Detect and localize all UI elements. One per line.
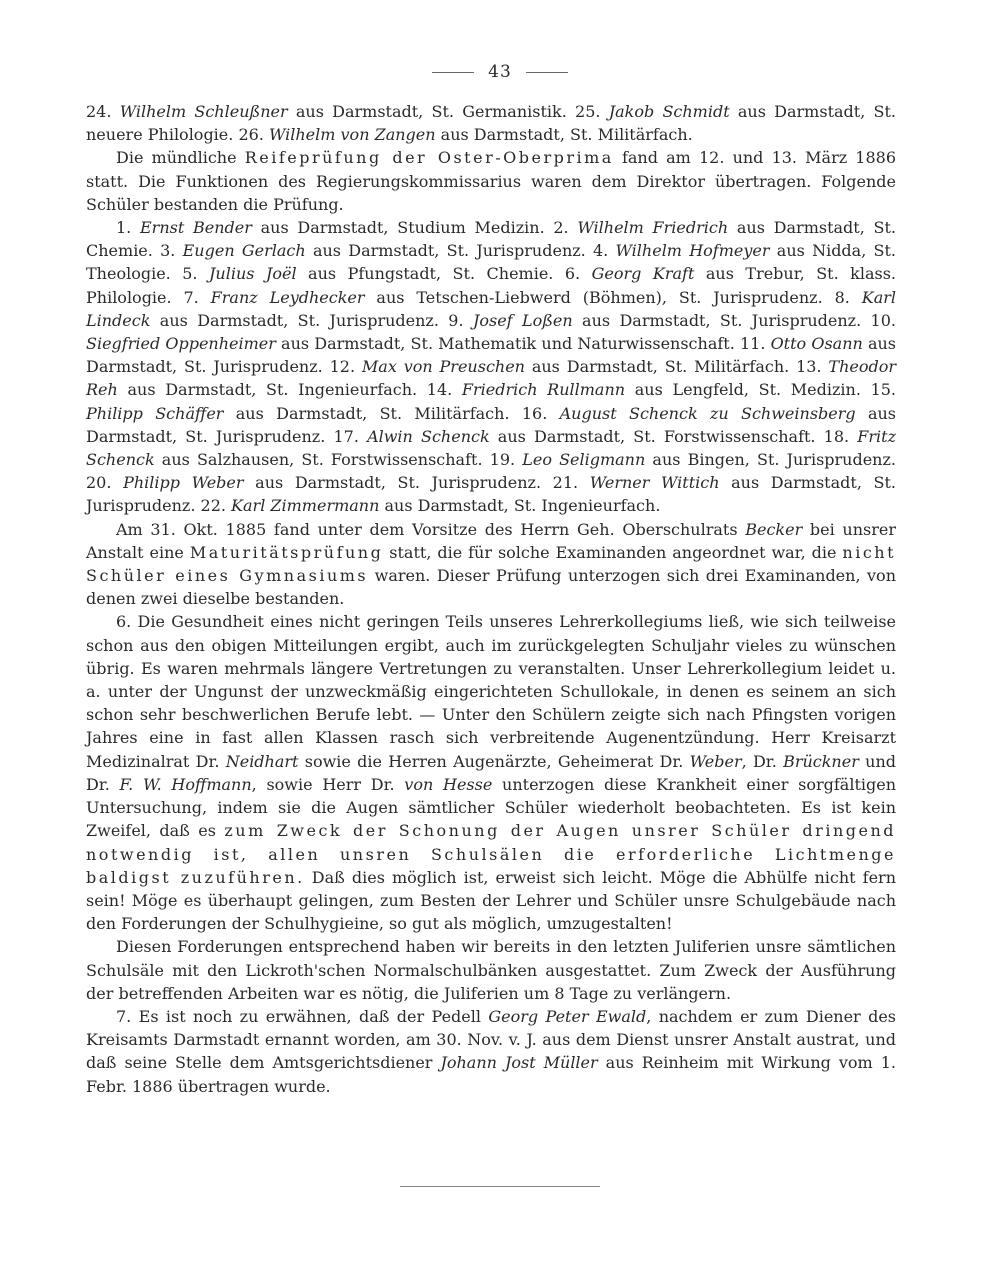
page-number: 43 xyxy=(488,62,512,82)
body-text xyxy=(86,100,896,1098)
page-header xyxy=(0,62,1000,82)
person-name: Karl Zimmermann xyxy=(231,496,380,516)
person-name: Leo Seligmann xyxy=(522,450,646,470)
person-name: Ernst Bender xyxy=(140,218,252,238)
person-name: Julius Joël xyxy=(208,264,297,284)
person-name: Becker xyxy=(745,519,803,539)
person-name: Philipp Weber xyxy=(123,473,244,493)
person-name: Wilhelm Hofmeyer xyxy=(615,241,770,261)
person-name: Franz Leydhecker xyxy=(210,287,365,307)
person-name: Fritz Schenck xyxy=(86,426,896,470)
spaced-emphasis: zum Zweck der Schonung der Augen unsrer Schüler dringend notwendig ist, allen unsren Schulsälen die erforderliche Lichtmenge baldigst zuzuführen. xyxy=(86,821,897,887)
spaced-emphasis: Reifeprüfung der Oster-Oberprima xyxy=(244,148,614,168)
person-name: Georg Peter Ewald xyxy=(488,1006,647,1026)
paragraph-staff-change: 7. Es ist noch zu erwähnen, daß der Pedell Georg Peter Ewald, nachdem er zum Diener des Kreisamts Darmstadt ernannt worden, am 30. Nov. v. J. aus dem Dienst unsrer Anstalt austrat, und daß seine Stelle dem Amtsgerichtsdiener Johann Jost Müller aus Reinheim mit Wirkung vom 1. Febr. 1886 übertragen wurde. xyxy=(86,1006,897,1096)
person-name: Neidhart xyxy=(225,751,299,771)
person-name: Wilhelm von Zangen xyxy=(268,125,436,145)
paragraph-school-benches: Diesen Forderungen entsprechend haben wir bereits in den letzten Juliferien unsre sämtlichen Schulsäle mit den Lickroth'schen Normalschulbänken ausgestattet. Zum Zweck der Ausführung der betreffenden Arbeiten war es nötig, die Juliferien um 8 Tage zu verlängern. xyxy=(86,937,896,1003)
person-name: Georg Kraft xyxy=(591,264,695,284)
person-name: von Hesse xyxy=(404,774,493,794)
person-name: Siegfried Oppenheimer xyxy=(86,334,276,354)
person-name: Jakob Schmidt xyxy=(608,102,730,121)
person-name: Max von Preuschen xyxy=(361,357,525,377)
spaced-emphasis: nicht Schüler eines Gymnasiums xyxy=(86,542,897,586)
paragraph-health: 6. Die Gesundheit eines nicht geringen Teils unseres Lehrerkollegiums ließ, wie sich teilweise schon aus den obigen Mitteilungen ergibt, auch im zurückgelegten Schuljahr vieles zu wünschen übrig. Es waren mehrmals längere Vertretungen zu veranstalten. Unser Lehrerkollegium leidet u. a. unter der Ungunst der unzweckmäßig eingerichteten Schullokale, in denen es seinem an sich schon sehr beschwerlichen Berufe lebt. — Unter den Schülern zeigte sich nach Pfingsten vorigen Jahres eine in fast allen Klassen rasch sich verbreitende Augenentzündung. Herr Kreisarzt Medizinalrat Dr. Neidhart sowie die Herren Augenärzte, Geheimerat Dr. Weber, Dr. Brückner und Dr. F. W. Hoffmann, sowie Herr Dr. von Hesse unterzogen diese Krankheit einer sorgfältigen Untersuchung, indem sie die Augen sämtlicher Schüler wiederholt beobachteten. Es ist kein Zweifel, daß es zum Zweck der Schonung der Augen unsrer Schüler dringend notwendig ist, allen unsren Schulsälen die erforderliche Lichtmenge baldigst zuzuführen. Daß dies möglich ist, erweist sich leicht. Möge die Abhülfe nicht fern sein! Möge es überhaupt gelingen, zum Besten der Lehrer und Schüler unsre Schulgebäude nach den Forderungen der Schulhygieine, so gut als möglich, umzugestalten! xyxy=(86,612,897,934)
closing-rule xyxy=(400,1186,600,1187)
header-rule-right xyxy=(526,72,568,73)
person-name: Friedrich Rullmann xyxy=(461,380,626,400)
person-name: Philipp Schäffer xyxy=(86,403,224,423)
person-name: Josef Loßen xyxy=(472,310,573,330)
person-name: Werner Wittich xyxy=(589,473,720,493)
person-name: Wilhelm Schleußner xyxy=(119,102,288,121)
person-name: Wilhelm Friedrich xyxy=(577,218,729,238)
person-name: August Schenck zu Schweinsberg xyxy=(559,403,856,423)
person-name: Otto Osann xyxy=(770,334,863,354)
paragraph-graduate-list: 1. Ernst Bender aus Darmstadt, Studium Medizin. 2. Wilhelm Friedrich aus Darmstadt, St. Chemie. 3. Eugen Gerlach aus Darmstadt, St. Jurisprudenz. 4. Wilhelm Hofmeyer aus Nidda, St. Theologie. 5. Julius Joël aus Pfungstadt, St. Chemie. 6. Georg Kraft aus Trebur, St. klass. Philologie. 7. Franz Leydhecker aus Tetschen-Liebwerd (Böhmen), St. Jurisprudenz. 8. Karl Lindeck aus Darmstadt, St. Jurisprudenz. 9. Josef Loßen aus Darmstadt, St. Jurisprudenz. 10. Siegfried Oppenheimer aus Darmstadt, St. Mathematik und Naturwissenschaft. 11. Otto Osann aus Darmstadt, St. Jurisprudenz. 12. Max von Preuschen aus Darmstadt, St. Militärfach. 13. Theodor Reh aus Darmstadt, St. Ingenieurfach. 14. Friedrich Rullmann aus Lengfeld, St. Medizin. 15. Philipp Schäffer aus Darmstadt, St. Militärfach. 16. August Schenck zu Schweinsberg aus Darmstadt, St. Jurisprudenz. 17. Alwin Schenck aus Darmstadt, St. Forstwissenschaft. 18. Fritz Schenck aus Salzhausen, St. Forstwissenschaft. 19. Leo Seligmann aus Bingen, St. Jurisprudenz. 20. Philipp Weber aus Darmstadt, St. Jurisprudenz. 21. Werner Wittich aus Darmstadt, St. Jurisprudenz. 22. Karl Zimmermann aus Darmstadt, St. Ingenieurfach. xyxy=(86,218,897,516)
header-rule-left xyxy=(432,72,474,73)
person-name: Karl Lindeck xyxy=(86,287,896,330)
person-name: Theodor Reh xyxy=(86,357,897,400)
paragraph-maturity-exam: Am 31. Okt. 1885 fand unter dem Vorsitze des Herrn Geh. Oberschulrats Becker bei unsrer Anstalt eine Maturitätsprüfung statt, die für solche Examinanden angeordnet war, die nicht Schüler eines Gymnasiums waren. Dieser Prüfung unterzogen sich drei Examinanden, von denen zwei dieselbe bestanden. xyxy=(86,519,897,609)
paragraph-easter-exam: Die mündliche Reifeprüfung der Oster-Oberprima fand am 12. und 13. März 1886 statt. Die Funktionen des Regierungskommissarius waren dem Direktor übertragen. Folgende Schüler bestanden die Prüfung. xyxy=(86,148,897,214)
spaced-emphasis: Maturitätsprüfung xyxy=(189,542,384,562)
person-name: Eugen Gerlach xyxy=(182,241,306,261)
paragraph-graduates-continued: 24. Wilhelm Schleußner aus Darmstadt, St. Germanistik. 25. Jakob Schmidt aus Darmstadt, St. neuere Philologie. 26. Wilhelm von Zangen aus Darmstadt, St. Militärfach. xyxy=(86,102,896,145)
person-name: Johann Jost Müller xyxy=(440,1053,598,1073)
person-name: Alwin Schenck xyxy=(367,426,490,446)
person-name: F. W. Hoffmann xyxy=(119,774,252,794)
person-name: Weber xyxy=(689,751,742,771)
person-name: Brückner xyxy=(783,751,859,771)
